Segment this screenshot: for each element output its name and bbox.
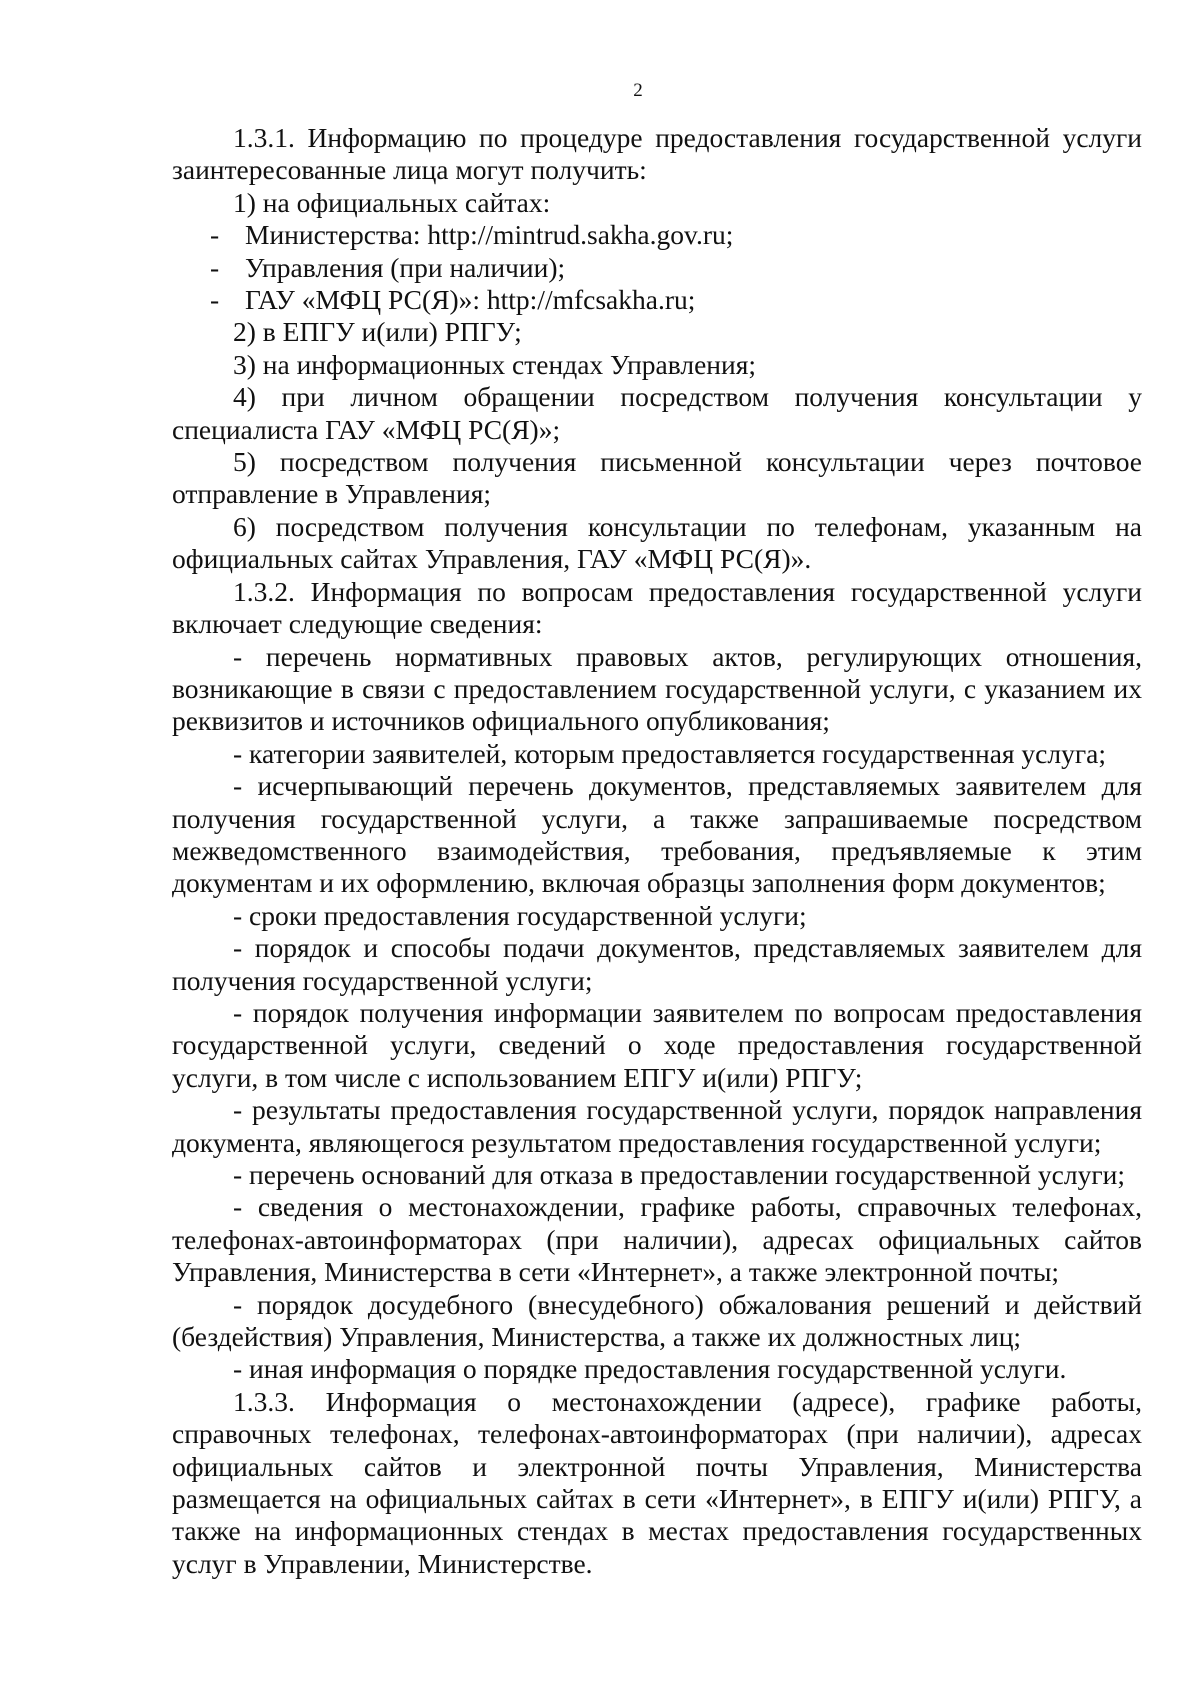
info-item-results: - результаты предоставления государственной услуги, порядок направления документа, являющегося результатом предоставления государственной услуги; bbox=[172, 1094, 1142, 1158]
list-item-personal-visit: 4) при личном обращении посредством получения консультации у специалиста ГАУ «МФЦ РС(Я)»; bbox=[172, 381, 1142, 445]
info-item-deadlines: - сроки предоставления государственной услуги; bbox=[233, 899, 807, 931]
dash-marker: - bbox=[210, 219, 220, 251]
info-item-submission-methods: - порядок и способы подачи документов, представляемых заявителем для получения государственной услуги; bbox=[172, 932, 1142, 996]
info-item-contacts: - сведения о местонахождении, графике работы, справочных телефонах, телефонах-автоинформаторах (при наличии), адресах официальных сайтов Управления, Министерства в сети «Интернет», а также электронной почты; bbox=[172, 1191, 1142, 1288]
info-item-legal-acts: - перечень нормативных правовых актов, регулирующих отношения, возникающие в связи с предоставлением государственной услуги, с указанием их реквизитов и источников официального опубликования; bbox=[172, 640, 1142, 737]
dash-item-mfc bbox=[172, 284, 1142, 316]
info-item-documents-list: - исчерпывающий перечень документов, представляемых заявителем для получения государственной услуги, а также запрашиваемые посредством межведомственного взаимодействия, требования, предъявляемые к этим документам и их оформлению, включая образцы заполнения форм документов; bbox=[172, 770, 1142, 899]
document-body bbox=[172, 122, 1142, 1580]
paragraph-1-3-3: 1.3.3. Информация о местонахождении (адресе), графике работы, справочных телефонах, телефонах-автоинформаторах (при наличии), адресах официальных сайтов и электронной почты Управления, Министерства размещается на официальных сайтах в сети «Интернет», в ЕПГУ и(или) РПГУ, а также на информационных стендах в местах предоставления государственных услуг в Управлении, Министерстве. bbox=[172, 1385, 1142, 1579]
dash-item-ministry bbox=[172, 219, 1142, 251]
list-item-stands: 3) на информационных стендах Управления; bbox=[233, 348, 757, 380]
dash-item-department-text: Управления (при наличии); bbox=[245, 251, 566, 283]
dash-item-department bbox=[172, 252, 1142, 284]
info-item-applicant-categories: - категории заявителей, которым предоставляется государственная услуга; bbox=[233, 737, 1106, 769]
paragraph-1-3-2: 1.3.2. Информация по вопросам предоставления государственной услуги включает следующие сведения: bbox=[172, 575, 1142, 640]
paragraph-1-3-1: 1.3.1. Информацию по процедуре предоставления государственной услуги заинтересованные лица могут получить: bbox=[172, 122, 1142, 186]
list-item-official-sites: 1) на официальных сайтах: bbox=[233, 186, 551, 218]
info-item-information-procedure: - порядок получения информации заявителем по вопросам предоставления государственной услуги, сведений о ходе предоставления государственной услуги, в том числе с использованием ЕПГУ и(или) РПГУ; bbox=[172, 996, 1142, 1093]
dash-item-mfc-text: ГАУ «МФЦ РС(Я)»: http://mfcsakha.ru; bbox=[245, 284, 696, 316]
info-item-appeal-procedure: - порядок досудебного (внесудебного) обжалования решений и действий (бездействия) Управления, Министерства, а также их должностных лиц; bbox=[172, 1288, 1142, 1353]
info-item-refusal-grounds: - перечень оснований для отказа в предоставлении государственной услуги; bbox=[233, 1159, 1125, 1190]
dash-marker: - bbox=[210, 284, 220, 316]
list-item-phone-consultation: 6) посредством получения консультации по телефонам, указанным на официальных сайтах Управления, ГАУ «МФЦ РС(Я)». bbox=[172, 510, 1142, 575]
dash-item-ministry-text: Министерства: http://mintrud.sakha.gov.ru; bbox=[245, 219, 734, 251]
list-item-written-consultation: 5) посредством получения письменной консультации через почтовое отправление в Управления; bbox=[172, 446, 1142, 510]
dash-marker: - bbox=[210, 251, 220, 283]
page-number: 2 bbox=[633, 80, 643, 101]
list-item-epgu: 2) в ЕПГУ и(или) РПГУ; bbox=[233, 316, 522, 348]
info-item-other: - иная информация о порядке предоставления государственной услуги. bbox=[233, 1353, 1067, 1385]
